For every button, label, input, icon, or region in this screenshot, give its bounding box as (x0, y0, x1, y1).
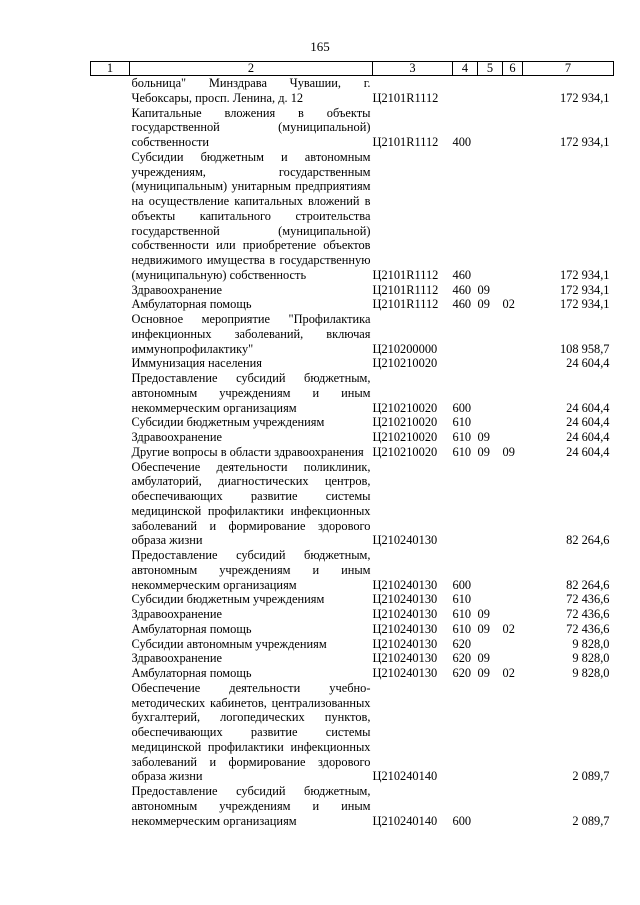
code-cell: Ц210240130 (372, 666, 438, 680)
table-row (91, 681, 614, 784)
kvr-cell: 460 (452, 297, 472, 312)
rz-cell (478, 548, 503, 592)
num-cell (91, 607, 130, 622)
table-row (91, 356, 614, 371)
sum-cell: 72 436,6 (566, 607, 610, 621)
pr-cell: 09 (502, 444, 515, 459)
table-row (91, 548, 614, 592)
rz-cell: 09 (477, 430, 490, 444)
rz-cell (478, 356, 503, 371)
pr-cell (503, 607, 523, 622)
num-cell (91, 371, 130, 415)
pr-cell (503, 651, 523, 666)
table-row (91, 651, 614, 666)
rz-cell: 09 (477, 621, 490, 636)
name-cell: Иммунизация населения (131, 356, 262, 371)
sum-cell: 2 089,7 (572, 769, 610, 784)
kvr-cell: 600 (452, 400, 472, 415)
name-cell: Здравоохранение (131, 651, 223, 666)
table-row (91, 666, 614, 681)
table-row (91, 592, 614, 607)
code-cell: Ц210240130 (372, 577, 438, 592)
header-col-4: 4 (453, 62, 478, 76)
kvr-cell: 610 (452, 444, 472, 459)
pr-cell (503, 356, 523, 371)
table-row (91, 430, 614, 445)
sum-cell: 24 604,4 (566, 444, 610, 459)
header-col-7: 7 (523, 62, 614, 76)
num-cell (91, 312, 130, 356)
code-cell: Ц2101R1112 (372, 297, 439, 312)
kvr-cell (453, 460, 478, 549)
sum-cell: 82 264,6 (566, 577, 610, 592)
pr-cell (503, 106, 523, 150)
sum-cell: 172 934,1 (559, 297, 610, 312)
table-row (91, 460, 614, 549)
num-cell (91, 622, 130, 637)
num-cell (91, 548, 130, 592)
header-col-3: 3 (373, 62, 453, 76)
num-cell (91, 460, 130, 549)
sum-cell: 172 934,1 (559, 135, 610, 149)
rz-cell (478, 312, 503, 356)
num-cell (91, 415, 130, 430)
name-cell: Субсидии бюджетным и автономным учреждениям, государственным (муниципальным) унитарным предприятиям на осуществление капитальных вложений в объекты капитального строительства государственной (муниципальной) собственности или приобретение объектов недвижимого имущества в государственную (муниципальную) собственность (131, 149, 371, 282)
code-cell: Ц210240130 (372, 621, 438, 636)
sum-cell: 172 934,1 (559, 282, 610, 297)
sum-cell: 172 934,1 (559, 267, 610, 282)
rz-cell (478, 106, 503, 150)
code-cell: Ц210210020 (372, 415, 438, 430)
pr-cell (503, 548, 523, 592)
pr-cell (503, 283, 523, 298)
pr-cell: 02 (502, 666, 515, 680)
rz-cell: 09 (477, 666, 490, 680)
code-cell: Ц210240130 (372, 607, 438, 621)
pr-cell: 02 (502, 621, 515, 636)
code-cell: Ц210210020 (372, 430, 438, 444)
kvr-cell (453, 312, 478, 356)
rz-cell (478, 592, 503, 607)
header-col-5: 5 (478, 62, 503, 76)
name-cell: Амбулаторная помощь (131, 666, 252, 680)
code-cell: Ц210240130 (372, 592, 438, 607)
table-row (91, 106, 614, 150)
table-row (91, 415, 614, 430)
name-cell: Предоставление субсидий бюджетным, автономным учреждениям и иным некоммерческим организациям (131, 784, 371, 828)
page-number: 165 (310, 39, 330, 54)
kvr-cell: 600 (452, 577, 472, 592)
kvr-cell: 610 (452, 592, 472, 607)
code-cell: Ц210240130 (372, 533, 438, 548)
table-row (91, 607, 614, 622)
pr-cell (503, 415, 523, 430)
name-cell: Предоставление субсидий бюджетным, автономным учреждениям и иным некоммерческим организациям (131, 548, 371, 592)
name-cell: Обеспечение деятельности учебно-методических кабинетов, централизованных бухгалтерий, логопедических пунктов, обеспечивающих развитие системы медицинской профилактики инфекционных заболеваний и формирование здорового образа жизни (131, 680, 371, 784)
num-cell (91, 356, 130, 371)
num-cell (91, 430, 130, 445)
name-cell: Предоставление субсидий бюджетным, автономным учреждениям и иным некоммерческим организациям (131, 371, 371, 415)
table-row (91, 371, 614, 415)
header-col-2: 2 (130, 62, 373, 76)
rz-cell: 09 (477, 651, 490, 666)
sum-cell: 24 604,4 (566, 400, 610, 415)
kvr-cell: 620 (452, 651, 472, 666)
kvr-cell: 620 (452, 666, 472, 680)
code-cell: Ц210240140 (372, 769, 438, 784)
kvr-cell: 620 (452, 636, 472, 651)
pr-cell: 02 (502, 297, 515, 312)
rz-cell (478, 371, 503, 415)
num-cell (91, 445, 130, 460)
kvr-cell: 610 (452, 621, 472, 636)
pr-cell (503, 592, 523, 607)
name-cell: Амбулаторная помощь (131, 297, 252, 312)
sum-cell: 9 828,0 (572, 636, 610, 651)
num-cell (91, 592, 130, 607)
num-cell (91, 297, 130, 312)
num-cell (91, 784, 130, 828)
code-cell: Ц210240140 (372, 813, 438, 828)
name-cell: Субсидии автономным учреждениям (131, 636, 327, 651)
num-cell (91, 283, 130, 298)
sum-cell: 172 934,1 (559, 90, 610, 105)
name-cell: Субсидии бюджетным учреждениям (131, 592, 325, 607)
num-cell (91, 637, 130, 652)
budget-table (90, 61, 614, 828)
sum-cell: 24 604,4 (566, 415, 610, 430)
rz-cell (478, 415, 503, 430)
kvr-cell (453, 76, 478, 106)
table-header (91, 62, 614, 76)
rz-cell (478, 76, 503, 106)
code-cell: Ц210210020 (372, 356, 438, 371)
sum-cell: 9 828,0 (572, 666, 610, 680)
num-cell (91, 150, 130, 283)
sum-cell: 108 958,7 (559, 341, 610, 356)
table-row (91, 312, 614, 356)
table-row (91, 784, 614, 828)
num-cell (91, 666, 130, 681)
name-cell: Обеспечение деятельности поликлиник, амбулаторий, диагностических центров, обеспечивающих развитие системы медицинской профилактики инфекционных заболеваний и формирование здорового образа жизни (131, 459, 371, 548)
num-cell (91, 76, 130, 106)
header-row (91, 62, 614, 76)
name-cell: Здравоохранение (131, 430, 223, 444)
pr-cell (503, 150, 523, 283)
pr-cell (503, 460, 523, 549)
kvr-cell: 610 (452, 607, 472, 621)
code-cell: Ц210240130 (372, 636, 438, 651)
sum-cell: 24 604,4 (566, 430, 610, 444)
kvr-cell: 400 (452, 135, 472, 149)
code-cell: Ц210240130 (372, 651, 438, 666)
rz-cell (478, 681, 503, 784)
num-cell (91, 681, 130, 784)
sum-cell: 24 604,4 (566, 356, 610, 371)
kvr-cell: 460 (452, 282, 472, 297)
kvr-cell: 610 (452, 415, 472, 430)
code-cell: Ц210210020 (372, 400, 438, 415)
code-cell: Ц210200000 (372, 341, 438, 356)
num-cell (91, 106, 130, 150)
code-cell: Ц2101R1112 (372, 267, 439, 282)
table-row (91, 445, 614, 460)
table-row (91, 297, 614, 312)
table-row (91, 76, 614, 106)
sum-cell: 72 436,6 (566, 621, 610, 636)
name-cell: Субсидии бюджетным учреждениям (131, 415, 325, 430)
code-cell: Ц210210020 (372, 444, 438, 459)
kvr-cell: 610 (452, 430, 472, 444)
kvr-cell: 600 (452, 813, 472, 828)
table-row (91, 637, 614, 652)
code-cell: Ц2101R1112 (372, 135, 439, 149)
pr-cell (503, 637, 523, 652)
rz-cell (478, 637, 503, 652)
table-row (91, 150, 614, 283)
name-cell: Здравоохранение (131, 607, 223, 621)
pr-cell (503, 312, 523, 356)
num-cell (91, 651, 130, 666)
pr-cell (503, 784, 523, 828)
name-cell: Другие вопросы в области здравоохранения (131, 444, 364, 459)
rz-cell (478, 460, 503, 549)
pr-cell (503, 76, 523, 106)
table-body (91, 76, 614, 829)
sum-cell: 2 089,7 (572, 813, 610, 828)
pr-cell (503, 371, 523, 415)
table-row (91, 283, 614, 298)
sum-cell: 9 828,0 (572, 651, 610, 666)
kvr-cell: 460 (452, 267, 472, 282)
sum-cell: 82 264,6 (566, 533, 610, 548)
header-col-1: 1 (91, 62, 130, 76)
pr-cell (503, 681, 523, 784)
kvr-cell (453, 356, 478, 371)
rz-cell (478, 150, 503, 283)
name-cell: Амбулаторная помощь (131, 621, 252, 636)
header-col-6: 6 (503, 62, 523, 76)
sum-cell: 72 436,6 (566, 592, 610, 607)
rz-cell: 09 (477, 607, 490, 621)
name-cell: Капитальные вложения в объекты государственной (муниципальной) собственности (131, 105, 371, 149)
rz-cell: 09 (477, 282, 490, 297)
rz-cell (478, 784, 503, 828)
pr-cell (503, 430, 523, 445)
name-cell: Здравоохранение (131, 282, 223, 297)
table-row (91, 622, 614, 637)
rz-cell: 09 (477, 297, 490, 312)
name-cell: больница" Минздрава Чувашии, г. Чебоксары, просп. Ленина, д. 12 (131, 76, 371, 105)
code-cell: Ц2101R1112 (372, 282, 439, 297)
name-cell: Основное мероприятие "Профилактика инфекционных заболеваний, включая иммунопрофилактику" (131, 312, 371, 356)
code-cell: Ц2101R1112 (372, 90, 439, 105)
rz-cell: 09 (477, 444, 490, 459)
kvr-cell (453, 681, 478, 784)
